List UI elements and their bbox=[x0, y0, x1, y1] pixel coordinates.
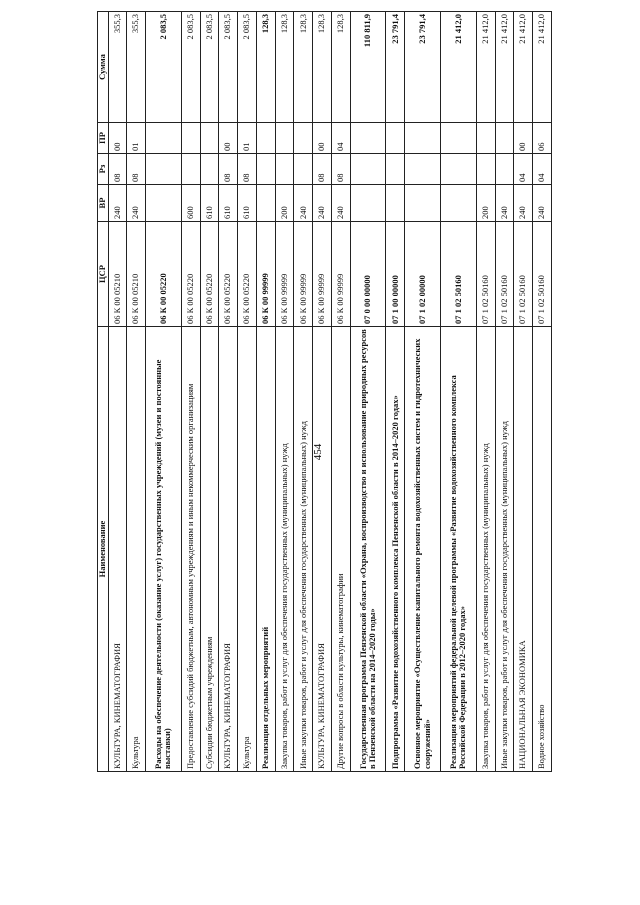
row-pr bbox=[386, 123, 405, 154]
table-row bbox=[294, 12, 313, 772]
row-sum: 23 791,4 bbox=[405, 12, 441, 123]
row-rz bbox=[495, 154, 514, 185]
row-vr: 610 bbox=[219, 185, 238, 222]
row-vr bbox=[146, 185, 182, 222]
header-name: Наименование bbox=[98, 327, 109, 772]
table-row bbox=[350, 12, 386, 772]
row-csr: 06 К 00 05220 bbox=[181, 222, 200, 327]
row-pr bbox=[256, 123, 275, 154]
header-rz: Рз bbox=[98, 154, 109, 185]
row-csr: 07 1 00 00000 bbox=[386, 222, 405, 327]
row-rz: 08 bbox=[127, 154, 146, 185]
budget-table-wrapper bbox=[97, 12, 552, 772]
row-pr bbox=[146, 123, 182, 154]
header-sum: Сумма bbox=[98, 12, 109, 123]
row-sum: 128,3 bbox=[331, 12, 350, 123]
row-vr: 240 bbox=[294, 185, 313, 222]
row-rz bbox=[146, 154, 182, 185]
row-vr: 240 bbox=[313, 185, 332, 222]
row-csr: 07 1 02 00000 bbox=[405, 222, 441, 327]
row-sum: 110 811,9 bbox=[350, 12, 386, 123]
row-sum: 2 083,5 bbox=[238, 12, 257, 123]
row-csr: 06 К 00 99999 bbox=[275, 222, 294, 327]
row-sum: 21 412,0 bbox=[533, 12, 552, 123]
row-sum: 2 083,5 bbox=[146, 12, 182, 123]
row-rz bbox=[350, 154, 386, 185]
row-name: Реализация отдельных мероприятий bbox=[256, 327, 275, 772]
row-name: Иные закупки товаров, работ и услуг для обеспечения государственных (муниципальных) нужд bbox=[294, 327, 313, 772]
row-pr bbox=[495, 123, 514, 154]
table-row bbox=[533, 12, 552, 772]
row-name: Водное хозяйство bbox=[533, 327, 552, 772]
row-csr: 07 1 02 50160 bbox=[533, 222, 552, 327]
row-vr bbox=[256, 185, 275, 222]
row-vr: 200 bbox=[275, 185, 294, 222]
row-pr: 01 bbox=[238, 123, 257, 154]
row-vr: 610 bbox=[200, 185, 219, 222]
header-vr: ВР bbox=[98, 185, 109, 222]
table-row bbox=[386, 12, 405, 772]
table-row bbox=[238, 12, 257, 772]
row-vr bbox=[405, 185, 441, 222]
row-pr: 06 bbox=[533, 123, 552, 154]
row-csr: 06 К 00 99999 bbox=[313, 222, 332, 327]
row-vr: 240 bbox=[514, 185, 533, 222]
row-name: Расходы на обеспечение деятельности (оказание услуг) государственных учреждений (музеи и постоянные выставки) bbox=[146, 327, 182, 772]
row-name: Закупка товаров, работ и услуг для обеспечения государственных (муниципальных) нужд bbox=[476, 327, 495, 772]
row-name: Субсидии бюджетным учреждениям bbox=[200, 327, 219, 772]
row-pr bbox=[405, 123, 441, 154]
row-csr: 06 К 00 05220 bbox=[146, 222, 182, 327]
row-name: Другие вопросы в области культуры, кинематографии bbox=[331, 327, 350, 772]
row-rz bbox=[405, 154, 441, 185]
row-sum: 2 083,5 bbox=[219, 12, 238, 123]
row-name: Предоставление субсидий бюджетным, автономным учреждениям и иным некоммерческим организациям bbox=[181, 327, 200, 772]
row-name: Культура bbox=[127, 327, 146, 772]
row-csr: 07 1 02 50160 bbox=[476, 222, 495, 327]
header-csr: ЦСР bbox=[98, 222, 109, 327]
row-vr: 240 bbox=[127, 185, 146, 222]
header-pr: ПР bbox=[98, 123, 109, 154]
table-row bbox=[127, 12, 146, 772]
row-vr: 240 bbox=[331, 185, 350, 222]
row-name: Подпрограмма «Развитие водохозяйственного комплекса Пензенской области в 2014–2020 годах» bbox=[386, 327, 405, 772]
row-rz: 08 bbox=[238, 154, 257, 185]
row-csr: 06 К 00 05210 bbox=[108, 222, 127, 327]
row-sum: 21 412,0 bbox=[495, 12, 514, 123]
row-rz bbox=[181, 154, 200, 185]
row-vr: 240 bbox=[495, 185, 514, 222]
row-rz bbox=[294, 154, 313, 185]
row-name: КУЛЬТУРА, КИНЕМАТОГРАФИЯ bbox=[313, 327, 332, 772]
row-sum: 21 412,0 bbox=[476, 12, 495, 123]
table-row bbox=[146, 12, 182, 772]
row-csr: 06 К 00 05210 bbox=[127, 222, 146, 327]
row-rz: 04 bbox=[514, 154, 533, 185]
row-name: НАЦИОНАЛЬНАЯ ЭКОНОМИКА bbox=[514, 327, 533, 772]
row-rz: 08 bbox=[108, 154, 127, 185]
row-sum: 21 412,0 bbox=[441, 12, 477, 123]
row-name: Реализация мероприятий федеральной целевой программы «Развитие водохозяйственного комплекса Российской Федерации в 2012–2020 годах» bbox=[441, 327, 477, 772]
table-row bbox=[405, 12, 441, 772]
row-rz bbox=[441, 154, 477, 185]
row-csr: 06 К 00 05220 bbox=[238, 222, 257, 327]
row-sum: 21 412,0 bbox=[514, 12, 533, 123]
table-row bbox=[514, 12, 533, 772]
row-pr: 00 bbox=[313, 123, 332, 154]
table-row bbox=[313, 12, 332, 772]
row-vr bbox=[350, 185, 386, 222]
row-csr: 06 К 00 99999 bbox=[294, 222, 313, 327]
row-sum: 128,3 bbox=[275, 12, 294, 123]
row-vr bbox=[386, 185, 405, 222]
row-pr bbox=[275, 123, 294, 154]
row-csr: 06 К 00 99999 bbox=[256, 222, 275, 327]
row-pr: 00 bbox=[219, 123, 238, 154]
table-row bbox=[181, 12, 200, 772]
row-rz: 08 bbox=[219, 154, 238, 185]
table-header-row bbox=[98, 12, 109, 772]
row-pr bbox=[476, 123, 495, 154]
row-name: Иные закупки товаров, работ и услуг для обеспечения государственных (муниципальных) нужд bbox=[495, 327, 514, 772]
row-csr: 06 К 00 99999 bbox=[331, 222, 350, 327]
row-pr bbox=[200, 123, 219, 154]
row-csr: 07 1 02 50160 bbox=[441, 222, 477, 327]
row-csr: 06 К 00 05220 bbox=[219, 222, 238, 327]
row-sum: 128,3 bbox=[256, 12, 275, 123]
table-row bbox=[476, 12, 495, 772]
row-sum: 2 083,5 bbox=[181, 12, 200, 123]
row-csr: 07 1 02 50160 bbox=[514, 222, 533, 327]
row-pr bbox=[441, 123, 477, 154]
row-pr bbox=[181, 123, 200, 154]
row-pr: 01 bbox=[127, 123, 146, 154]
table-row bbox=[495, 12, 514, 772]
table-row bbox=[441, 12, 477, 772]
row-rz: 08 bbox=[313, 154, 332, 185]
page-number: 454 bbox=[312, 443, 324, 461]
row-name: Основное мероприятие «Осуществление капитального ремонта водохозяйственных систем и гидротехнических сооружений» bbox=[405, 327, 441, 772]
budget-table bbox=[97, 11, 552, 772]
row-vr: 240 bbox=[533, 185, 552, 222]
row-name: Государственная программа Пензенской области «Охрана, воспроизводство и использование природных ресурсов в Пензенской области на 2014–2020 годы» bbox=[350, 327, 386, 772]
row-vr bbox=[441, 185, 477, 222]
row-name: Культура bbox=[238, 327, 257, 772]
table-row bbox=[331, 12, 350, 772]
row-rz bbox=[275, 154, 294, 185]
row-csr: 07 0 00 00000 bbox=[350, 222, 386, 327]
row-sum: 355,3 bbox=[108, 12, 127, 123]
row-pr: 00 bbox=[514, 123, 533, 154]
row-name: КУЛЬТУРА, КИНЕМАТОГРАФИЯ bbox=[219, 327, 238, 772]
table-row bbox=[108, 12, 127, 772]
row-sum: 2 083,5 bbox=[200, 12, 219, 123]
row-pr bbox=[350, 123, 386, 154]
row-rz: 08 bbox=[331, 154, 350, 185]
row-sum: 355,3 bbox=[127, 12, 146, 123]
row-sum: 128,3 bbox=[294, 12, 313, 123]
row-sum: 128,3 bbox=[313, 12, 332, 123]
row-vr: 610 bbox=[238, 185, 257, 222]
row-pr bbox=[294, 123, 313, 154]
row-rz bbox=[386, 154, 405, 185]
row-pr: 00 bbox=[108, 123, 127, 154]
row-sum: 23 791,4 bbox=[386, 12, 405, 123]
row-rz bbox=[476, 154, 495, 185]
row-rz bbox=[256, 154, 275, 185]
row-csr: 06 К 00 05220 bbox=[200, 222, 219, 327]
row-name: Закупка товаров, работ и услуг для обеспечения государственных (муниципальных) нужд bbox=[275, 327, 294, 772]
row-vr: 240 bbox=[108, 185, 127, 222]
row-pr: 04 bbox=[331, 123, 350, 154]
row-csr: 07 1 02 50160 bbox=[495, 222, 514, 327]
table-row bbox=[200, 12, 219, 772]
row-vr: 600 bbox=[181, 185, 200, 222]
row-rz: 04 bbox=[533, 154, 552, 185]
row-vr: 200 bbox=[476, 185, 495, 222]
table-row bbox=[256, 12, 275, 772]
table-row bbox=[219, 12, 238, 772]
row-rz bbox=[200, 154, 219, 185]
table-row bbox=[275, 12, 294, 772]
row-name: КУЛЬТУРА, КИНЕМАТОГРАФИЯ bbox=[108, 327, 127, 772]
table-body bbox=[108, 12, 551, 772]
